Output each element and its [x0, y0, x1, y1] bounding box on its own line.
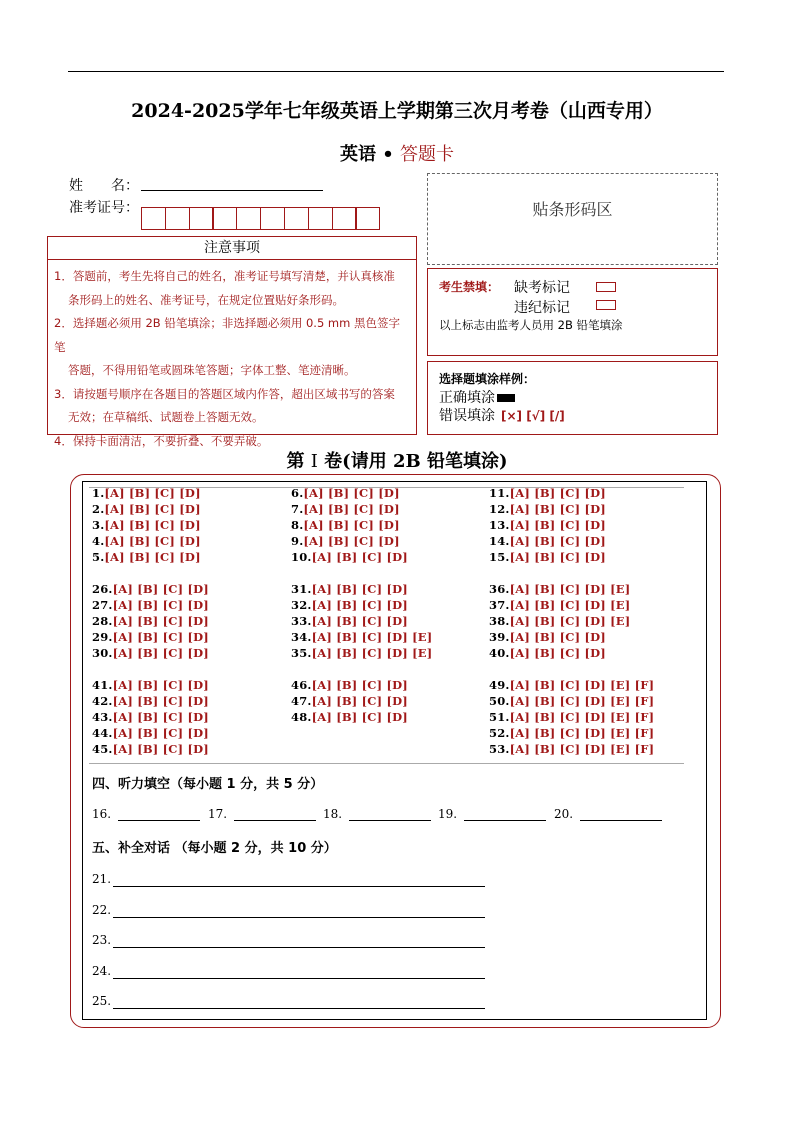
choice-question[interactable] — [291, 518, 400, 532]
answer-options[interactable]: [A] [B] [C] [D] — [311, 613, 408, 628]
question-number: 49. — [489, 678, 510, 692]
choice-question[interactable] — [291, 646, 432, 660]
name-field[interactable] — [141, 190, 323, 191]
choice-question[interactable] — [291, 614, 408, 628]
exam-id-digit-box[interactable] — [308, 207, 333, 230]
dialogue-line-number: 25. — [92, 994, 112, 1008]
question-number: 33. — [291, 613, 312, 628]
question-number: 8. — [291, 517, 304, 532]
question-number: 37. — [489, 597, 510, 612]
question-number: 29. — [92, 629, 113, 644]
answer-options[interactable]: [A] [B] [C] [D] — [509, 486, 606, 500]
question-number: 30. — [92, 645, 113, 660]
listening-blank-number: 17. — [208, 807, 228, 821]
choice-question[interactable] — [489, 742, 654, 756]
answer-options[interactable]: [A] [B] [C] [D] [E] [F] — [509, 709, 655, 724]
answer-options[interactable]: [A] [B] [C] [D] — [112, 693, 209, 708]
question-number: 7. — [291, 501, 304, 516]
exam-id-label: 准考证号： — [69, 200, 139, 216]
choice-question[interactable] — [291, 710, 408, 724]
question-number: 32. — [291, 597, 312, 612]
choice-question[interactable] — [291, 630, 432, 644]
question-number: 35. — [291, 645, 312, 660]
exam-id-digit-box[interactable] — [355, 207, 380, 230]
card-subtitle — [0, 140, 794, 166]
dialogue-section-title: 五、补全对话 （每小题 2 分，共 10 分） — [92, 841, 337, 856]
answer-options[interactable]: [A] [B] [C] [D] — [104, 533, 201, 548]
answer-options[interactable]: [A] [B] [C] [D] — [112, 597, 209, 612]
answer-options[interactable]: [A] [B] [C] [D] [E] — [311, 629, 433, 644]
choice-question[interactable] — [92, 630, 209, 644]
choice-question[interactable] — [291, 678, 408, 692]
absent-mark-label: 缺考标记 — [514, 280, 570, 296]
notes-item: 1．答题前，考生先将自己的姓名，准考证号填写清楚，并认真核准 — [54, 269, 395, 283]
listening-blank-line[interactable] — [349, 820, 431, 821]
listening-blank-line[interactable] — [580, 820, 662, 821]
choice-bottom-rule — [89, 763, 684, 764]
choice-question[interactable] — [92, 502, 201, 516]
question-number: 5. — [92, 549, 105, 564]
answer-options[interactable]: [A] [B] [C] [D] — [112, 645, 209, 660]
absent-mark-box[interactable] — [596, 282, 616, 292]
question-number: 28. — [92, 613, 113, 628]
section-one-title-a: 第 — [286, 451, 311, 472]
answer-options[interactable]: [A] [B] [C] [D] — [303, 501, 400, 516]
subtitle-answer-card: 答题卡 — [400, 144, 455, 165]
question-number: 12. — [489, 501, 510, 516]
question-number: 1. — [92, 486, 105, 500]
choice-question[interactable] — [92, 518, 201, 532]
choice-question[interactable] — [92, 582, 209, 596]
dialogue-answer-line[interactable] — [113, 917, 485, 918]
choice-question[interactable] — [489, 582, 630, 596]
top-rule — [68, 71, 724, 72]
question-number: 11. — [489, 486, 510, 500]
dialogue-answer-line[interactable] — [113, 886, 485, 887]
question-number: 43. — [92, 709, 113, 724]
exam-id-boxes[interactable] — [141, 207, 379, 230]
exam-id-digit-box[interactable] — [165, 207, 190, 230]
wrong-fill-marks: [×] [√] [/] — [501, 409, 565, 423]
answer-options[interactable]: [A] [B] [C] [D] — [112, 741, 209, 756]
choice-question[interactable] — [489, 550, 606, 564]
choice-question[interactable] — [92, 710, 209, 724]
exam-id-digit-box[interactable] — [332, 207, 357, 230]
question-number: 39. — [489, 629, 510, 644]
question-number: 48. — [291, 709, 312, 724]
answer-options[interactable]: [A] [B] [C] [D] — [311, 582, 408, 596]
exam-id-digit-box[interactable] — [141, 207, 166, 230]
answer-area-frame — [82, 481, 707, 1020]
answer-options[interactable]: [A] [B] [C] [D] — [509, 629, 606, 644]
question-number: 27. — [92, 597, 113, 612]
dialogue-line-number: 21. — [92, 872, 112, 886]
name-label: 姓 名： — [69, 178, 139, 194]
notes-title: 注意事项 — [47, 236, 417, 260]
listening-blank-number: 18. — [323, 807, 343, 821]
listening-blank-number: 19. — [438, 807, 458, 821]
question-number: 10. — [291, 549, 312, 564]
fill-sample-box — [427, 361, 718, 435]
exam-id-digit-box[interactable] — [284, 207, 309, 230]
question-number: 26. — [92, 582, 113, 596]
proctor-only-box — [427, 268, 718, 356]
choice-question[interactable] — [489, 710, 654, 724]
answer-options[interactable]: [A] [B] [C] [D] [E] — [311, 645, 433, 660]
proctor-note: 以上标志由监考人员用 2B 铅笔填涂 — [439, 318, 623, 332]
section-one-numeral: I — [310, 451, 318, 472]
answer-options[interactable]: [A] [B] [C] [D] — [509, 517, 606, 532]
choice-question[interactable] — [92, 694, 209, 708]
answer-options[interactable]: [A] [B] [C] [D] [E] [F] — [509, 741, 655, 756]
choice-question[interactable] — [489, 486, 606, 500]
question-number: 14. — [489, 533, 510, 548]
choice-question[interactable] — [92, 550, 201, 564]
choice-question[interactable] — [489, 726, 654, 740]
wrong-fill-label: 错误填涂 — [439, 408, 495, 424]
exam-id-digit-box[interactable] — [236, 207, 261, 230]
answer-options[interactable]: [A] [B] [C] [D] — [509, 533, 606, 548]
question-number: 41. — [92, 678, 113, 692]
question-number: 9. — [291, 533, 304, 548]
choice-question[interactable] — [489, 598, 630, 612]
listening-blank-line[interactable] — [118, 820, 200, 821]
answer-options[interactable]: [A] [B] [C] [D] — [509, 645, 606, 660]
answer-options[interactable]: [A] [B] [C] [D] — [104, 486, 201, 500]
answer-options[interactable]: [A] [B] [C] [D] — [112, 709, 209, 724]
correct-fill-row — [439, 387, 515, 407]
notes-item: 2．选择题必须用 2B 铅笔填涂；非选择题必须用 0.5 mm 黑色签字笔 — [54, 316, 400, 354]
choice-question[interactable] — [489, 534, 606, 548]
choice-question[interactable] — [489, 630, 606, 644]
question-number: 34. — [291, 629, 312, 644]
choice-question[interactable] — [489, 502, 606, 516]
choice-question[interactable] — [92, 678, 209, 692]
question-number: 50. — [489, 693, 510, 708]
answer-options[interactable]: [A] [B] [C] [D] [E] — [509, 613, 631, 628]
question-number: 4. — [92, 533, 105, 548]
answer-options[interactable]: [A] [B] [C] [D] [E] — [509, 597, 631, 612]
choice-question[interactable] — [489, 694, 654, 708]
notes-item-continued: 条形码上的姓名、准考证号，在规定位置贴好条形码。 — [68, 292, 344, 307]
choice-question[interactable] — [291, 694, 408, 708]
answer-options[interactable]: [A] [B] [C] [D] — [112, 725, 209, 740]
question-number: 38. — [489, 613, 510, 628]
answer-options[interactable]: [A] [B] [C] [D] — [303, 533, 400, 548]
question-number: 2. — [92, 501, 105, 516]
question-number: 51. — [489, 709, 510, 724]
listening-blank-line[interactable] — [464, 820, 546, 821]
question-number: 6. — [291, 486, 304, 500]
answer-options[interactable]: [A] [B] [C] [D] — [112, 629, 209, 644]
barcode-area — [427, 173, 718, 265]
exam-id-digit-box[interactable] — [212, 207, 237, 230]
correct-fill-label: 正确填涂 — [439, 390, 495, 406]
answer-options[interactable]: [A] [B] [C] [D] — [104, 549, 201, 564]
section-one-title — [0, 447, 794, 473]
question-number: 45. — [92, 741, 113, 756]
listening-blank-number: 16. — [92, 807, 112, 821]
notes-item-continued: 答题，不得用铅笔或圆珠笔答题；字体工整、笔迹清晰。 — [68, 363, 356, 377]
choice-question[interactable] — [291, 550, 408, 564]
choice-question[interactable] — [489, 518, 606, 532]
dialogue-line-number: 24. — [92, 963, 112, 978]
choice-question[interactable] — [489, 646, 606, 660]
answer-options[interactable]: [A] [B] [C] [D] — [509, 549, 606, 564]
question-number: 52. — [489, 725, 510, 740]
answer-options[interactable]: [A] [B] [C] [D] — [311, 709, 408, 724]
answer-options[interactable]: [A] [B] [C] [D] — [112, 613, 209, 628]
answer-options[interactable]: [A] [B] [C] [D] — [311, 693, 408, 708]
subtitle-subject: 英语 • — [339, 144, 401, 165]
notes-item: 4．保持卡面清洁，不要折叠、不要弄破。 — [54, 433, 269, 448]
listening-blank-line[interactable] — [234, 820, 316, 821]
choice-question[interactable] — [92, 742, 209, 756]
answer-options[interactable]: [A] [B] [C] [D] — [509, 501, 606, 516]
answer-options[interactable]: [A] [B] [C] [D] [E] — [509, 582, 631, 596]
notes-item-continued: 无效；在草稿纸、试题卷上答题无效。 — [68, 410, 264, 424]
answer-options[interactable]: [A] [B] [C] [D] — [311, 549, 408, 564]
filled-mark-icon — [497, 394, 515, 402]
answer-options[interactable]: [A] [B] [C] [D] — [112, 678, 209, 692]
question-number: 42. — [92, 693, 113, 708]
choice-question[interactable] — [291, 534, 400, 548]
question-number: 47. — [291, 693, 312, 708]
question-number: 15. — [489, 549, 510, 564]
question-number: 31. — [291, 582, 312, 596]
choice-question[interactable] — [92, 726, 209, 740]
question-number: 53. — [489, 741, 510, 756]
choice-question[interactable] — [92, 486, 201, 500]
choice-question[interactable] — [92, 614, 209, 628]
choice-question[interactable] — [92, 534, 201, 548]
barcode-area-label: 贴条形码区 — [532, 200, 613, 219]
answer-options[interactable]: [A] [B] [C] [D] — [311, 678, 408, 692]
notes-box — [47, 259, 417, 448]
choice-question[interactable] — [92, 598, 209, 612]
answer-options[interactable]: [A] [B] [C] [D] — [104, 517, 201, 532]
section-one-title-c: 卷(请用 2B 铅笔填涂) — [317, 451, 508, 472]
dialogue-line-number: 23. — [92, 933, 112, 947]
wrong-fill-row — [439, 405, 565, 425]
answer-options[interactable]: [A] [B] [C] [D] [E] [F] — [509, 678, 655, 692]
choice-question[interactable] — [291, 598, 408, 612]
choice-question[interactable] — [291, 582, 408, 596]
choice-question[interactable] — [489, 678, 654, 692]
answer-options[interactable]: [A] [B] [C] [D] [E] [F] — [509, 693, 655, 708]
answer-options[interactable]: [A] [B] [C] [D] — [112, 582, 209, 596]
answer-options[interactable]: [A] [B] [C] [D] [E] [F] — [509, 725, 655, 740]
choice-question[interactable] — [92, 646, 209, 660]
exam-id-digit-box[interactable] — [260, 207, 285, 230]
question-number: 3. — [92, 517, 105, 532]
choice-question[interactable] — [291, 486, 400, 500]
question-number: 44. — [92, 725, 113, 740]
proctor-only-heading: 考生禁填： — [439, 280, 500, 294]
dialogue-line-number: 22. — [92, 902, 112, 917]
listening-section-title: 四、听力填空（每小题 1 分，共 5 分） — [92, 777, 324, 792]
dialogue-answer-line[interactable] — [113, 947, 485, 948]
question-number: 13. — [489, 517, 510, 532]
notes-item: 3．请按题号顺序在各题目的答题区域内作答，超出区域书写的答案 — [54, 386, 395, 401]
fill-sample-heading: 选择题填涂样例： — [439, 372, 536, 386]
exam-id-digit-box[interactable] — [189, 207, 214, 230]
answer-options[interactable]: [A] [B] [C] [D] — [303, 486, 400, 500]
violation-mark-box[interactable] — [596, 300, 616, 310]
violation-mark-label: 违纪标记 — [514, 300, 570, 316]
question-number: 46. — [291, 678, 312, 692]
dialogue-answer-line[interactable] — [113, 978, 485, 979]
answer-options[interactable]: [A] [B] [C] [D] — [311, 597, 408, 612]
answer-options[interactable]: [A] [B] [C] [D] — [104, 501, 201, 516]
answer-options[interactable]: [A] [B] [C] [D] — [303, 517, 400, 532]
question-number: 40. — [489, 645, 510, 660]
question-number: 36. — [489, 582, 510, 596]
listening-blank-number: 20. — [554, 807, 574, 821]
choice-question[interactable] — [291, 502, 400, 516]
choice-question[interactable] — [489, 614, 630, 628]
exam-title: 2024-2025学年七年级英语上学期第三次月考卷（山西专用） — [131, 100, 663, 122]
dialogue-answer-line[interactable] — [113, 1008, 485, 1009]
